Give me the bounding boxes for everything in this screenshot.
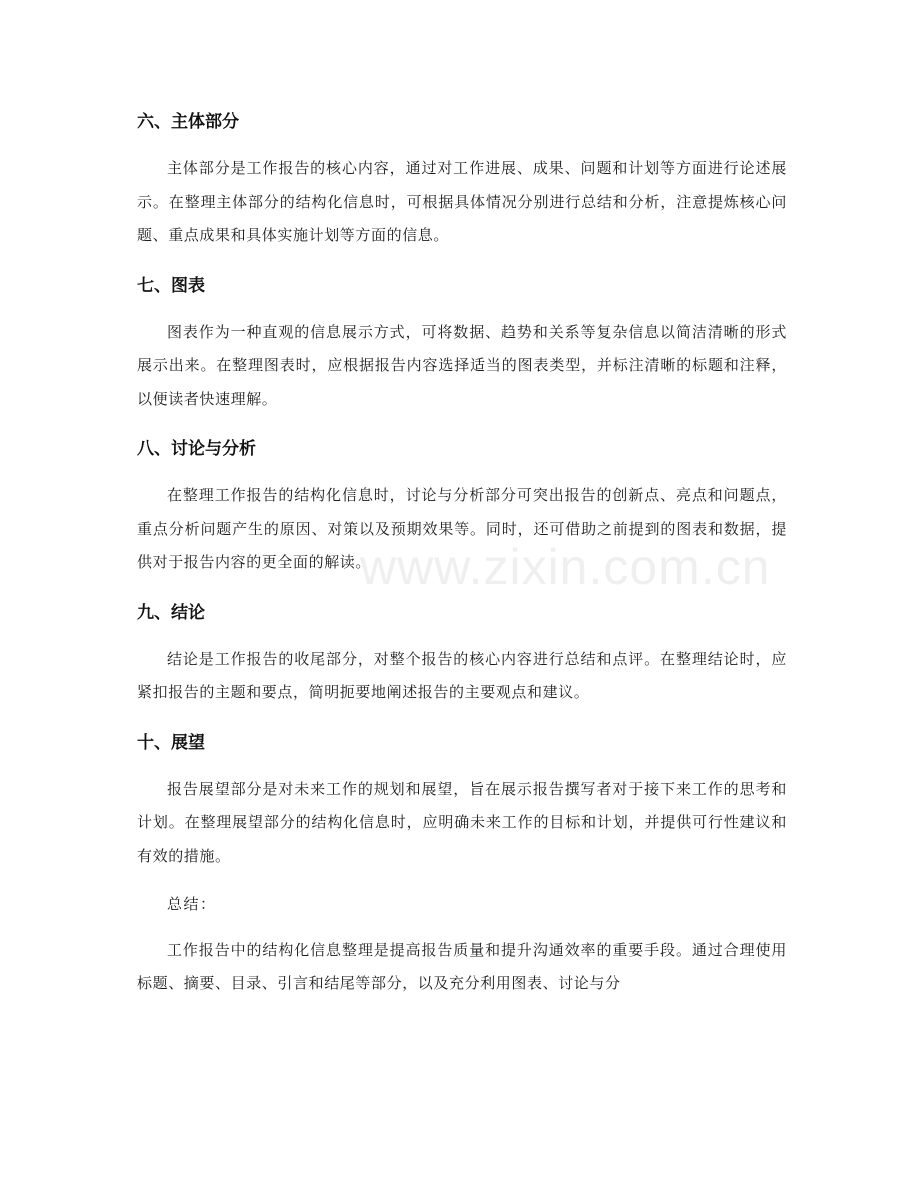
- summary-label: 总结：: [167, 895, 217, 913]
- section-conclusion: [137, 595, 787, 710]
- section-paragraph: 图表作为一种直观的信息展示方式，可将数据、趋势和关系等复杂信息以简洁清晰的形式展示出来。在整理图表时，应根据报告内容选择适当的图表类型，并标注清晰的标题和注释，以便读者快速理解。: [137, 322, 787, 408]
- watermark: www.zixin.com.cn: [360, 539, 771, 595]
- section-main-body: [137, 104, 787, 253]
- section-paragraph: 在整理工作报告的结构化信息时，讨论与分析部分可突出报告的创新点、亮点和问题点，重点分析问题产生的原因、对策以及预期效果等。同时，还可借助之前提到的图表和数据，提供对于报告内容的更全面的解读。: [137, 486, 787, 571]
- section-paragraph: 报告展望部分是对未来工作的规划和展望，旨在展示报告撰写者对于接下来工作的思考和计划。在整理展望部分的结构化信息时，应明确未来工作的目标和计划，并提供可行性建议和有效的措施。: [137, 779, 787, 865]
- section-outlook: [137, 725, 787, 874]
- summary-paragraph: 工作报告中的结构化信息整理是提高报告质量和提升沟通效率的重要手段。通过合理使用标题、摘要、目录、引言和结尾等部分，以及充分利用图表、讨论与分: [137, 940, 787, 992]
- section-paragraph: 结论是工作报告的收尾部分，对整个报告的核心内容进行总结和点评。在整理结论时，应紧扣报告的主题和要点，简明扼要地阐述报告的主要观点和建议。: [137, 649, 787, 701]
- section-paragraph: 主体部分是工作报告的核心内容，通过对工作进展、成果、问题和计划等方面进行论述展示。在整理主体部分的结构化信息时，可根据具体情况分别进行总结和分析，注意提炼核心问题、重点成果和具体实施计划等方面的信息。: [137, 159, 787, 244]
- section-heading: 七、图表: [137, 275, 205, 296]
- section-summary: [137, 888, 787, 1001]
- section-heading: 六、主体部分: [137, 112, 239, 132]
- document-content: [137, 104, 787, 1016]
- section-heading: 十、展望: [137, 732, 205, 753]
- section-charts: [137, 268, 787, 417]
- section-heading: 八、讨论与分析: [137, 439, 256, 459]
- section-heading: 九、结论: [137, 602, 205, 623]
- section-discussion: [137, 431, 787, 580]
